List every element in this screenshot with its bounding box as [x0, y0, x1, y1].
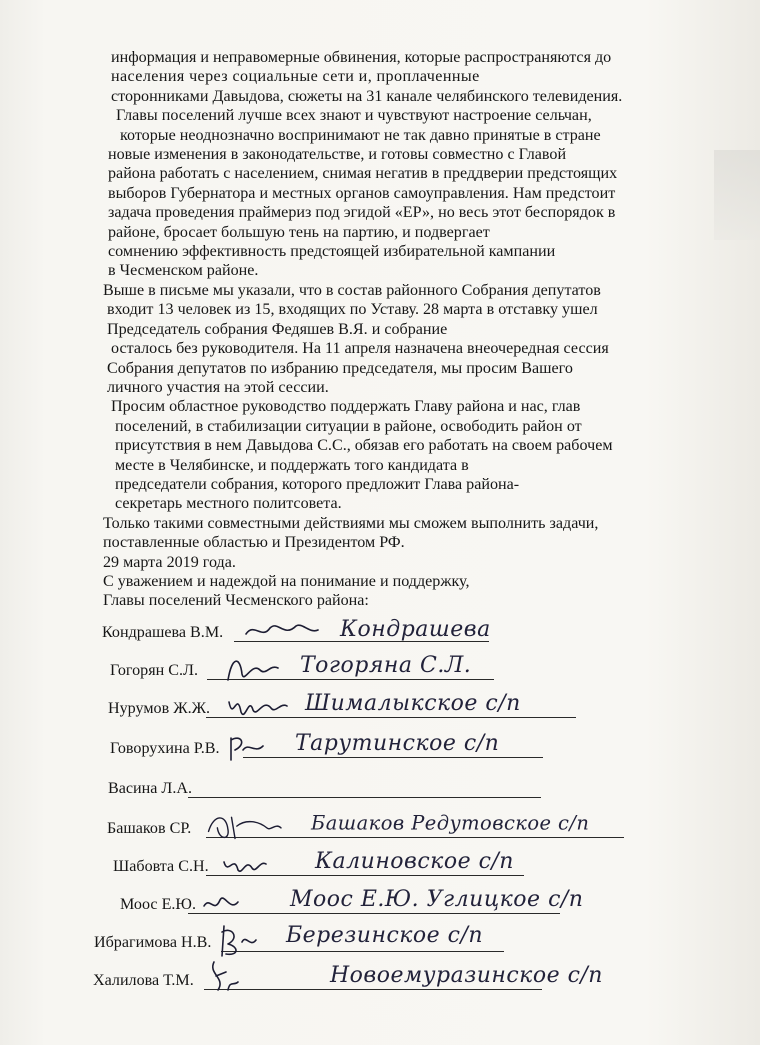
- letter-line: личного участия на этой сессии.: [107, 378, 329, 396]
- letter-line: информация и неправомерные обвинения, которые распространяются до: [111, 49, 612, 66]
- handwritten-signature: [225, 688, 605, 726]
- handwritten-signature: [200, 960, 603, 998]
- letter-line: секретарь местного политсовета.: [115, 495, 342, 513]
- signature-text: Шималыкское с/п: [305, 691, 521, 716]
- letter-line: осталось без руководителя. На 11 апреля назначена внеочередная сессия: [111, 340, 609, 358]
- signature-text: Тогоряна С.Л.: [300, 653, 472, 678]
- signatory-name: Башаков СР.: [107, 820, 192, 837]
- handwritten-signature: [205, 808, 590, 846]
- handwritten-signature: [220, 846, 600, 884]
- letter-line: Главы поселений Чесменского района:: [103, 592, 369, 610]
- signature-text: Башаков Редутовское с/п: [311, 811, 590, 835]
- letter-line: района работать с населением, снимая негатив в преддверии предстоящих: [108, 165, 618, 183]
- letter-line: Выше в письме мы указали, что в состав районного Собрания депутатов: [103, 281, 601, 299]
- letter-line: Председатель собрания Федяшев В.Я. и собрание: [107, 320, 448, 338]
- letter-line: Главы поселений лучше всех знают и чувствуют настроение сельчан,: [116, 107, 592, 125]
- signatory-name: Гогорян С.Л.: [110, 662, 198, 679]
- letter-line: сторонниками Давыдова, сюжеты на 31 канале челябинского телевидения.: [111, 87, 623, 105]
- signature-row: [0, 731, 760, 778]
- handwritten-signature: [218, 922, 598, 960]
- signatory-name: Моос Е.Ю.: [120, 896, 196, 913]
- signatory-name: Кондрашева В.М.: [102, 624, 224, 641]
- letter-line: выборов Губернатора и местных органов самоуправления. Нам предстоит: [108, 184, 616, 202]
- letter-line: присутствия в нем Давыдова С.С., обязав его работать на своем рабочем: [115, 437, 613, 455]
- signature-row: [0, 963, 760, 1010]
- signatory-name: Говорухина Р.В.: [110, 740, 220, 757]
- letter-line: районе, бросает большую тень на партию, и подвергает: [108, 223, 490, 241]
- signature-text: Новоемуразинское с/п: [330, 963, 603, 988]
- letter-line: сомнению эффективность предстоящей избирательной кампании: [108, 243, 556, 261]
- signatory-name: Ибрагимова Н.В.: [94, 934, 212, 951]
- letter-line: новые изменения в законодательстве, и готовы совместно с Главой: [108, 146, 567, 164]
- letter-line: которые неоднозначно воспринимают не так давно принятые в стране: [120, 126, 601, 144]
- letter-line: входит 13 человек из 15, входящих по Уставу. 28 марта в отставку ушел: [107, 301, 598, 319]
- letter-line: Просим областное руководство поддержать Главу района и нас, глав: [111, 398, 581, 416]
- letter-line: 29 марта 2019 года.: [103, 553, 236, 571]
- signature-text: Калиновское с/п: [315, 849, 514, 874]
- letter-line: председатели собрания, которого предложит Глава района-: [115, 475, 520, 493]
- letter-line: месте в Челябинске, и поддержать того кандидата в: [115, 456, 469, 474]
- handwritten-signature: [240, 612, 620, 650]
- letter-line: С уважением и надеждой на понимание и поддержку,: [103, 572, 470, 590]
- signature-text: Березинское с/п: [286, 923, 484, 948]
- scan-shadow: [714, 150, 760, 240]
- letter-line: задача проведения праймериз под эгидой «ЕР», но весь этот беспорядок в: [108, 204, 616, 222]
- letter-line: поставленные областью и Президентом РФ.: [103, 534, 405, 552]
- letter-line: поселений, в стабилизации ситуации в районе, освободить район от: [115, 417, 582, 435]
- signature-line: [188, 797, 541, 798]
- signatory-name: Шабовта С.Н.: [113, 858, 209, 875]
- signatory-name: Халилова Т.М.: [93, 972, 194, 989]
- handwritten-signature: [200, 884, 584, 922]
- letter-line: в Чесменском районе.: [108, 262, 259, 280]
- letter-body: [103, 48, 663, 611]
- handwritten-signature: [220, 650, 600, 688]
- letter-line: населения через социальные сети и, проплаченные: [111, 68, 480, 86]
- letter-line: Собрания депутатов по избранию председателя, мы просим Вашего: [107, 359, 573, 377]
- signature-text: Моос Е.Ю. Углицкое с/п: [290, 887, 584, 912]
- handwritten-signature: [225, 728, 605, 766]
- signatory-name: Васина Л.А.: [108, 780, 192, 797]
- letter-line: Только такими совместными действиями мы сможем выполнить задачи,: [103, 514, 599, 532]
- signatory-name: Нурумов Ж.Ж.: [108, 700, 211, 717]
- signature-text: Тарутинское с/п: [295, 731, 500, 756]
- signature-text: Кондрашева: [340, 617, 491, 642]
